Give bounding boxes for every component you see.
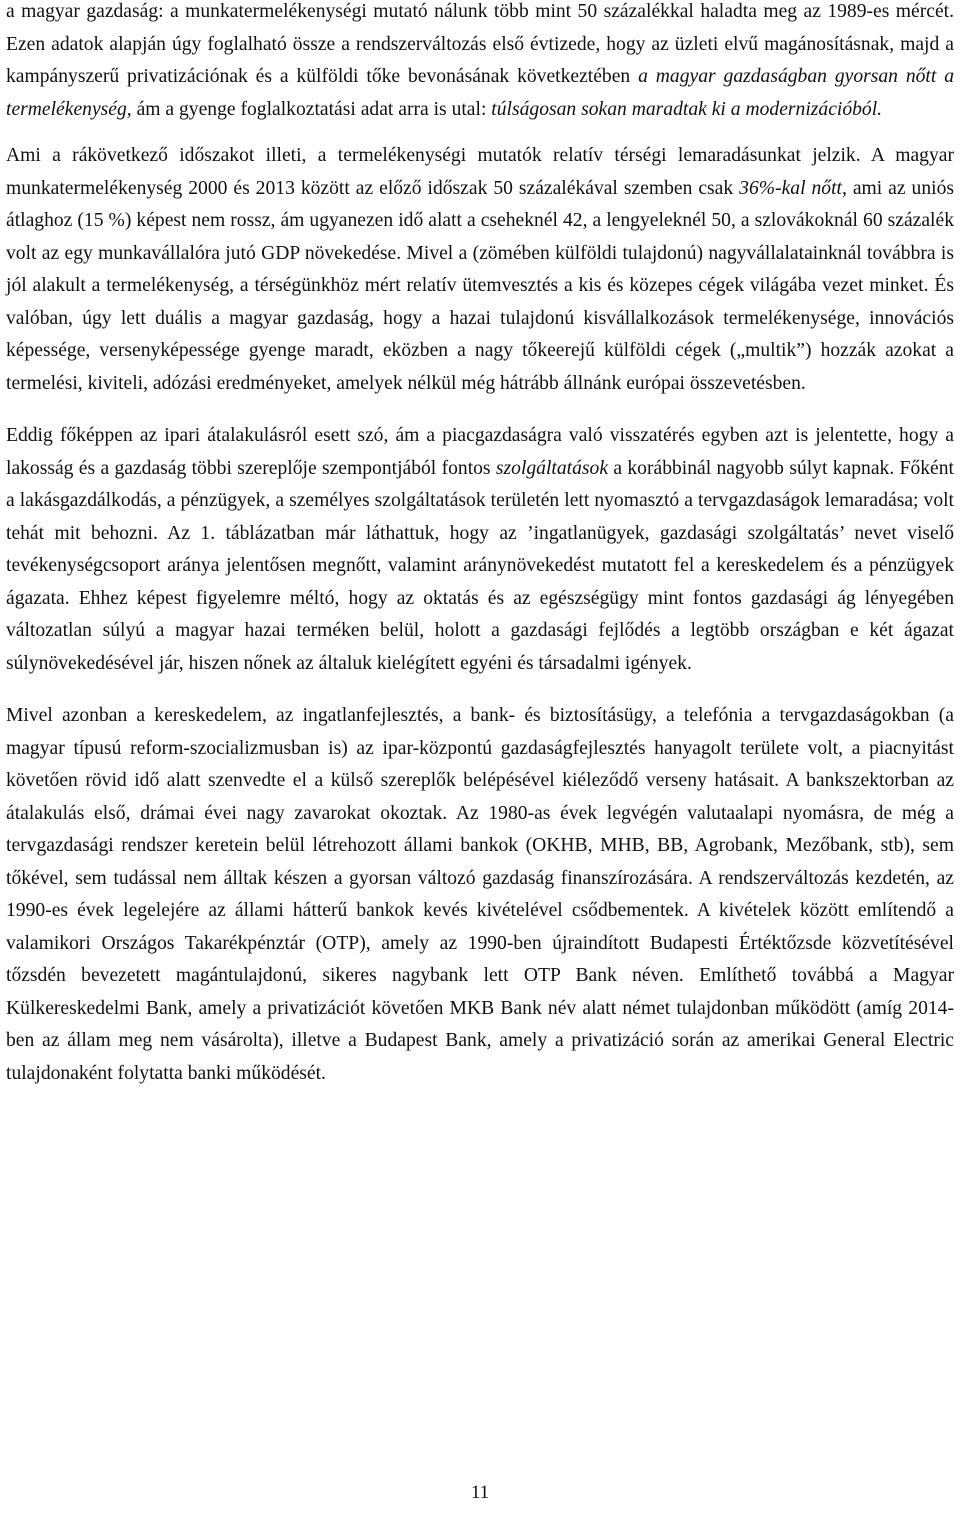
paragraph-banking-sector <box>6 700 954 1090</box>
body-text: Eddig főképpen az ipari átalakulásról esett szó, ám a piacgazdaságra való visszatérés egyben azt is jelentette, hogy a lakosság és a gazdaság többi szereplője szempontjából fontos <box>6 425 954 479</box>
body-text: a magyar gazdaság: a munkatermelékenységi mutató nálunk több mint 50 százalékkal haladta meg az 1989-es mércét. Ezen adatok alapján úgy foglalható össze a rendszerváltozás első évtizede, hogy az üzleti elvű magánosításnak, majd a kampányszerű privatizációnak és a külföldi tőke bevonásának következtében <box>6 1 954 87</box>
paragraph-services <box>6 420 954 680</box>
body-text: a korábbinál nagyobb súlyt kapnak. Főként a lakásgazdálkodás, a pénzügyek, a személyes szolgáltatások területén lett nyomasztó a tervgazdaságok lemaradása; volt tehát mit behozni. Az 1. táblázatban már láthattuk, hogy az ’ingatlanügyek, gazdasági szolgáltatás’ nevet viselő tevékenységcsoport aránya jelentősen megnőtt, valamint aránynövekedést mutatott fel a kereskedelem és a pénzügyek ágazata. Ehhez képest figyelemre méltó, hogy az oktatás és az egészségügy mint fontos gazdasági ág lényegében változatlan súlyú a magyar hazai terméken belül, holott a gazdasági fejlődés a legtöbb országban e két ágazat súlynövekedésével jár, hiszen nőnek az általuk kielégített egyéni és társadalmi igények. <box>6 457 954 674</box>
paragraph-productivity-summary <box>6 0 954 126</box>
document-page <box>6 0 954 1090</box>
emphasized-text: 36%-kal nőtt, <box>739 177 847 199</box>
page-number: 11 <box>470 1482 490 1503</box>
paragraph-regional-lag <box>6 140 954 400</box>
emphasized-text: túlságosan sokan maradtak ki a modernizációból. <box>491 98 883 120</box>
body-text: Mivel azonban a kereskedelem, az ingatlanfejlesztés, a bank- és biztosításügy, a telefónia a tervgazdaságokban (a magyar típusú reform-szocializmusban is) az ipar-központú gazdaságfejlesztés hanyagolt területe volt, a piacnyitást követően rövid idő alatt szenvedte el a külső szereplők belépésével kiéleződő verseny hatásait. A bankszektorban az átalakulás első, drámai évei nagy zavarokat okoztak. Az 1980-as évek legvégén valutaalapi nyomásra, de még a tervgazdasági rendszer keretein belül létrehozott állami bankok (OKHB, MHB, BB, Agrobank, Mezőbank, stb), sem tőkével, sem tudással nem álltak készen a gyorsan változó gazdaság finanszírozására. A rendszerváltozás kezdetén, az 1990-es évek legelejére az állami hátterű bankok kevés kivételével csődbementek. A kivételek között említendő a valamikori Országos Takarékpénztár (OTP), amely az 1990-ben újraindított Budapesti Értéktőzsde közvetítésével tőzsdén bevezetett magántulajdonú, sikeres nagybank lett OTP Bank néven. Említhető továbbá a Magyar Külkereskedelmi Bank, amely a privatizációt követően MKB Bank név alatt német tulajdonban működött (amíg 2014-ben az állam meg nem vásárolta), illetve a Budapest Bank, amely a privatizáció során az amerikai General Electric tulajdonaként folytatta banki működését. <box>6 705 954 1084</box>
body-text: Ami a rákövetkező időszakot illeti, a termelékenységi mutatók relatív térségi lemaradásunkat jelzik. A magyar munkatermelékenység 2000 és 2013 között az előző időszak 50 százalékával szemben csak <box>6 145 954 199</box>
body-text: ám a gyenge foglalkoztatási adat arra is utal: <box>131 98 492 120</box>
emphasized-text: szolgáltatások <box>495 457 609 479</box>
body-text: ami az uniós átlaghoz (15 %) képest nem rossz, ám ugyanezen idő alatt a cseheknél 42, a lengyeleknél 50, a szlovákoknál 60 százalék volt az egy munkavállalóra jutó GDP növekedése. Mivel a (zömében külföldi tulajdonú) nagyvállalatainknál továbbra is jól alakult a termelékenység, a térségünkhöz mért relatív ütemvesztés a kis és közepes cégek világába vezet minket. És valóban, úgy lett duális a magyar gazdaság, hogy a hazai tulajdonú kisvállalkozások termelékenysége, innovációs képessége, versenyképessége gyenge maradt, eközben a nagy tőkeerejű külföldi cégek („multik”) hozzák azokat a termelési, kiviteli, adózási eredményeket, amelyek nélkül még hátrább állnánk európai összevetésben. <box>6 177 955 394</box>
emphasized-text: a magyar gazdaságban gyorsan nőtt a termelékenység, <box>6 66 954 120</box>
